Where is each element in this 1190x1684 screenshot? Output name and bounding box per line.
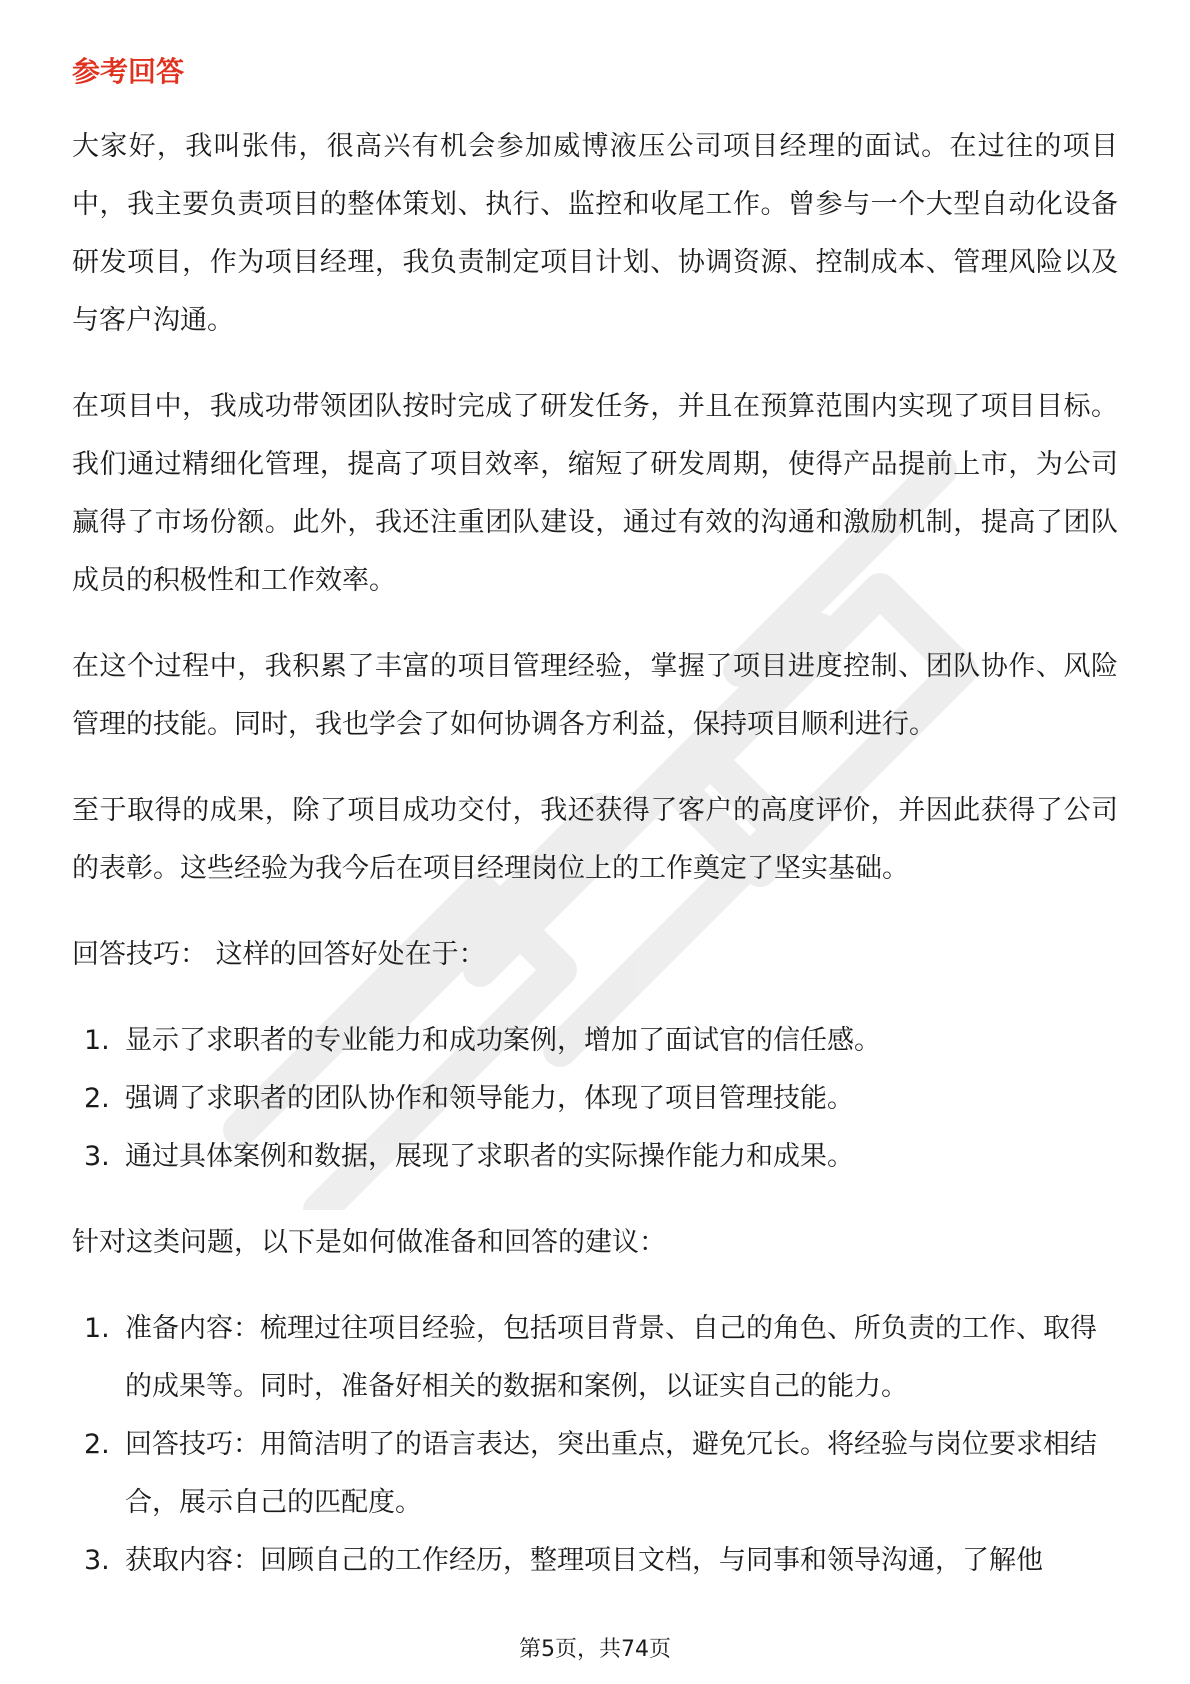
list-text: 回答技巧：用简洁明了的语言表达，突出重点，避免冗长。将经验与岗位要求相结合，展示自己的匹配度。 bbox=[125, 1429, 1097, 1518]
page-footer: 第5页，共74页 bbox=[519, 1637, 671, 1662]
paragraph-achievements: 在项目中，我成功带领团队按时完成了研发任务，并且在预算范围内实现了项目目标。我们通过精细化管理，提高了项目效率，缩短了研发周期，使得产品提前上市，为公司赢得了市场份额。此外，我还注重团队建设，通过有效的沟通和激励机制，提高了团队成员的积极性和工作效率。 bbox=[72, 391, 1118, 596]
list-item bbox=[72, 1416, 1118, 1532]
paragraph-tips-intro: 回答技巧： 这样的回答好处在于： bbox=[72, 939, 486, 970]
list-number: 3. bbox=[84, 1141, 110, 1172]
list-item bbox=[72, 1300, 1118, 1416]
list-text: 准备内容：梳理过往项目经验，包括项目背景、自己的角色、所负责的工作、取得的成果等。同时，准备好相关的数据和案例，以证实自己的能力。 bbox=[125, 1313, 1097, 1402]
list-item bbox=[72, 1532, 1118, 1590]
list-number: 1. bbox=[84, 1313, 110, 1344]
list-text: 强调了求职者的团队协作和领导能力，体现了项目管理技能。 bbox=[125, 1083, 854, 1114]
paragraph-intro: 大家好，我叫张伟，很高兴有机会参加威博液压公司项目经理的面试。在过往的项目中，我主要负责项目的整体策划、执行、监控和收尾工作。曾参与一个大型自动化设备研发项目，作为项目经理，我负责制定项目计划、协调资源、控制成本、管理风险以及与客户沟通。 bbox=[72, 131, 1118, 336]
document-page bbox=[72, 48, 1118, 1618]
list-number: 2. bbox=[84, 1429, 110, 1460]
list-item bbox=[72, 1128, 1118, 1186]
list-item bbox=[72, 1070, 1118, 1128]
list-item bbox=[72, 1012, 1118, 1070]
section-heading: 参考回答 bbox=[72, 55, 185, 88]
advice-list bbox=[72, 1300, 1118, 1590]
list-number: 3. bbox=[84, 1545, 110, 1576]
paragraph-experience: 在这个过程中，我积累了丰富的项目管理经验，掌握了项目进度控制、团队协作、风险管理的技能。同时，我也学会了如何协调各方利益，保持项目顺利进行。 bbox=[72, 651, 1118, 740]
list-number: 2. bbox=[84, 1083, 110, 1114]
list-text: 通过具体案例和数据，展现了求职者的实际操作能力和成果。 bbox=[125, 1141, 854, 1172]
paragraph-advice-intro: 针对这类问题，以下是如何做准备和回答的建议： bbox=[72, 1227, 666, 1258]
paragraph-results: 至于取得的成果，除了项目成功交付，我还获得了客户的高度评价，并因此获得了公司的表彰。这些经验为我今后在项目经理岗位上的工作奠定了坚实基础。 bbox=[72, 795, 1118, 884]
list-text: 获取内容：回顾自己的工作经历，整理项目文档，与同事和领导沟通，了解他 bbox=[125, 1545, 1043, 1576]
list-text: 显示了求职者的专业能力和成功案例，增加了面试官的信任感。 bbox=[125, 1025, 881, 1056]
list-number: 1. bbox=[84, 1025, 110, 1056]
benefits-list bbox=[72, 1012, 1118, 1186]
